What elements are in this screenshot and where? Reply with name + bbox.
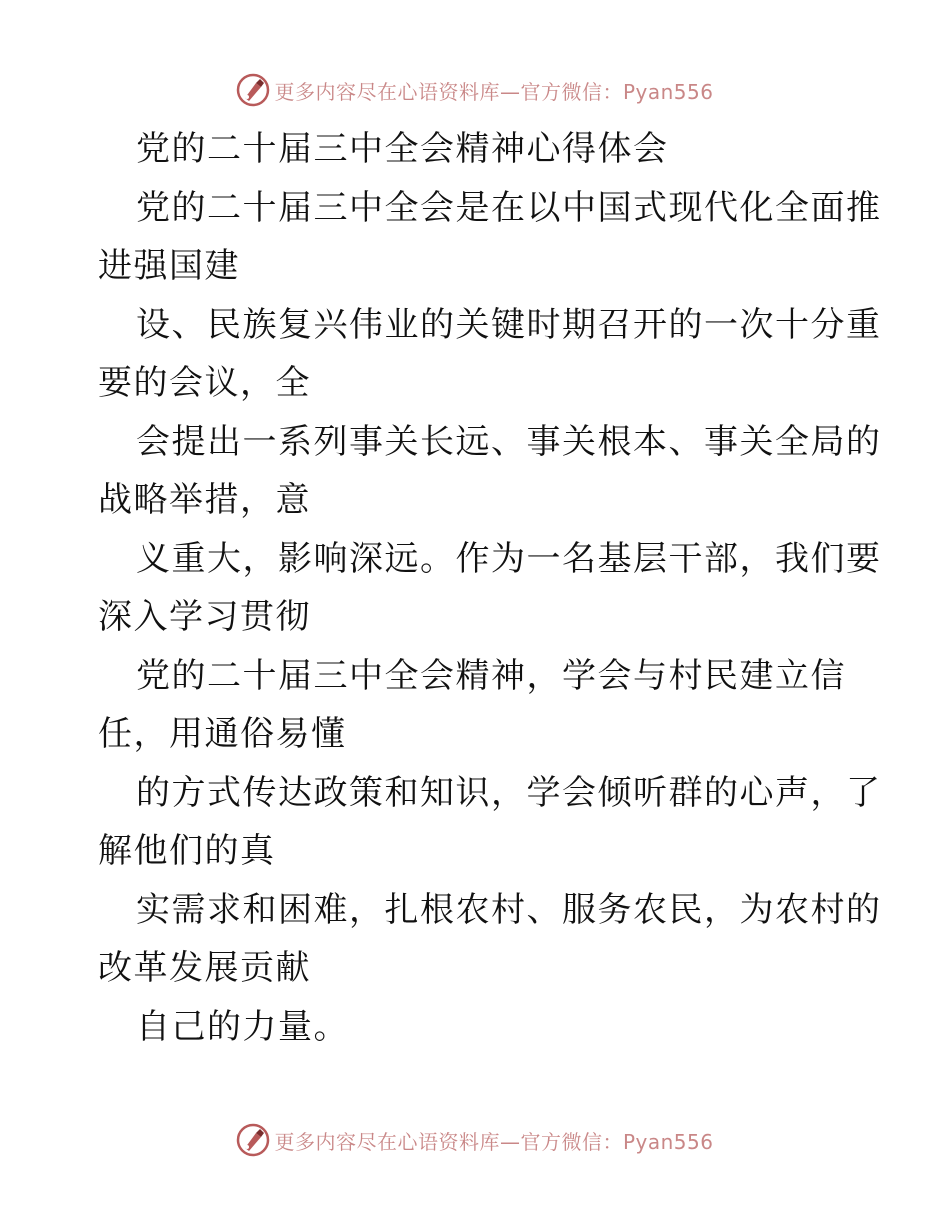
paragraph-line: 党的二十届三中全会是在以中国式现代化全面推 (136, 187, 882, 228)
paragraph-line: 要的会议，全 (98, 363, 311, 403)
paragraph-line: 自己的力量。 (136, 1006, 349, 1047)
paragraph-line: 解他们的真 (98, 831, 276, 871)
pen-logo-icon (236, 1123, 270, 1157)
paragraph-line: 党的二十届三中全会精神，学会与村民建立信 (136, 655, 846, 696)
document-title: 党的二十届三中全会精神心得体会 (136, 129, 669, 169)
paragraph-line: 任，用通俗易懂 (98, 714, 347, 754)
header-banner-text: 更多内容尽在心语资料库—官方微信：Pyan556 (274, 79, 714, 104)
footer-banner (0, 1120, 950, 1160)
pen-logo-icon (236, 73, 270, 107)
paragraph-line: 进强国建 (98, 246, 240, 286)
paragraph-line: 战略举措，意 (98, 480, 311, 520)
paragraph-line: 会提出一系列事关长远、事关根本、事关全局的 (136, 421, 882, 462)
paragraph-line: 深入学习贯彻 (98, 597, 311, 637)
footer-banner-text: 更多内容尽在心语资料库—官方微信：Pyan556 (274, 1129, 714, 1154)
paragraph-line: 设、民族复兴伟业的关键时期召开的一次十分重 (136, 304, 882, 345)
paragraph-line: 改革发展贡献 (98, 948, 311, 988)
paragraph-line: 实需求和困难，扎根农村、服务农民，为农村的 (136, 889, 882, 930)
document-body (98, 120, 882, 1056)
header-banner (0, 70, 950, 110)
paragraph-line: 的方式传达政策和知识，学会倾听群的心声，了 (136, 772, 882, 813)
paragraph-line: 义重大，影响深远。作为一名基层干部，我们要 (136, 538, 882, 579)
